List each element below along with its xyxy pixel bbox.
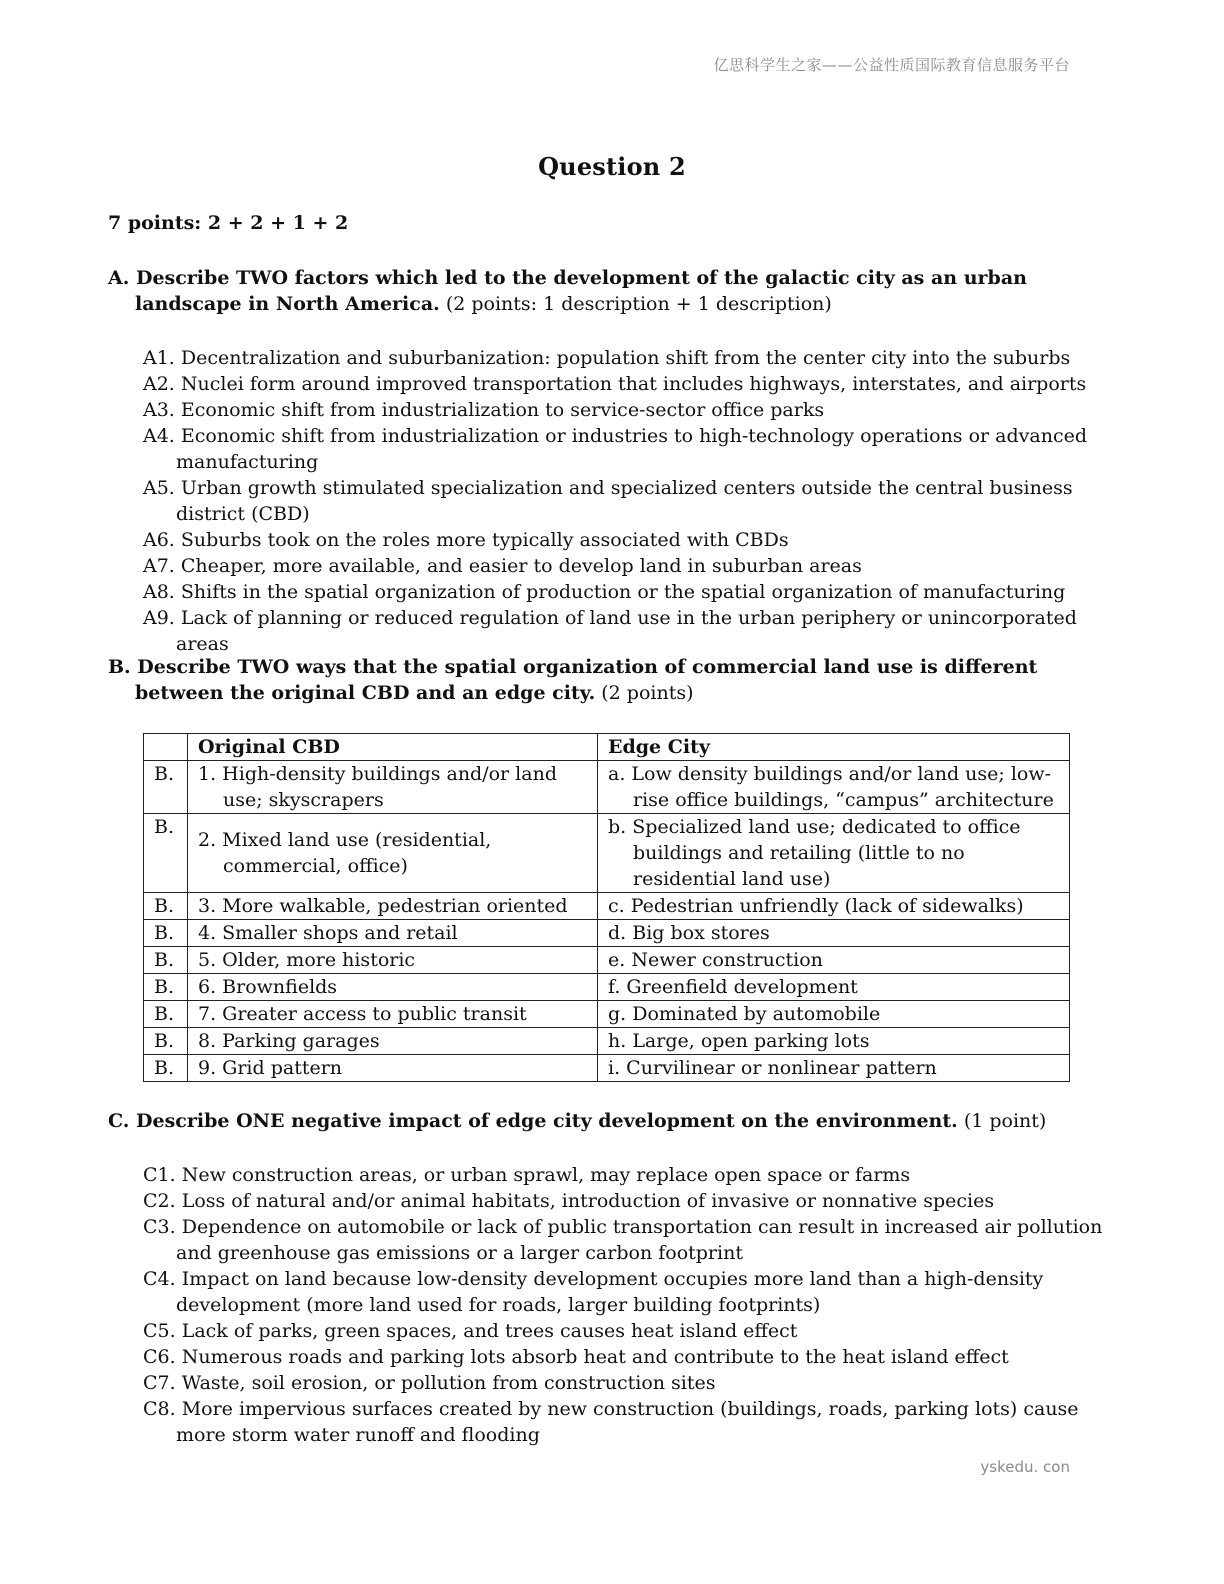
table-row [144,974,1070,1001]
part-b-heading [108,654,1120,706]
list-item: A2. Nuclei form around improved transportation that includes highways, interstates, and airports [143,373,1087,395]
cbd-cell [188,814,598,893]
row-label: B. [144,1028,188,1055]
points-summary: 7 points: 2 + 2 + 1 + 2 [108,212,349,234]
list-item: C4. Impact on land because low-density development occupies more land than a high-density development (more land used for roads, larger building footprints) [143,1268,1044,1316]
cbd-cell: 4. Smaller shops and retail [188,920,598,947]
part-a-heading [108,265,1135,317]
table-row [144,1055,1070,1082]
edge-city-cell: g. Dominated by automobile [598,1001,1070,1028]
cbd-cell: 3. More walkable, pedestrian oriented [188,893,598,920]
table-header-original-cbd: Original CBD [188,734,598,761]
cbd-cell-text: 1. High-density buildings and/or land use; skyscrapers [198,763,557,811]
row-label: B. [144,1001,188,1028]
part-c-heading [108,1108,1135,1134]
part-c-question: C. Describe ONE negative impact of edge city development on the environment. [108,1110,958,1132]
cbd-cell: 8. Parking garages [188,1028,598,1055]
edge-city-cell: h. Large, open parking lots [598,1028,1070,1055]
list-item: C2. Loss of natural and/or animal habitats, introduction of invasive or nonnative species [143,1190,995,1212]
cbd-cell [188,761,598,814]
part-a-points: (2 points: 1 description + 1 description) [445,293,832,315]
table-row [144,1001,1070,1028]
part-a-question: A. Describe TWO factors which led to the development of the galactic city as an urban landscape in North America. [108,267,1027,315]
list-item: C8. More impervious surfaces created by new construction (buildings, roads, parking lots) cause more storm water runoff and flooding [143,1398,1079,1446]
edge-city-cell: e. Newer construction [598,947,1070,974]
part-a-answer-list [143,345,1113,657]
edge-city-cell [598,761,1070,814]
edge-city-cell: f. Greenfield development [598,974,1070,1001]
comparison-table [143,733,1070,1082]
list-item: A5. Urban growth stimulated specialization and specialized centers outside the central business district (CBD) [143,477,1073,525]
table-row [144,947,1070,974]
table-header-blank [144,734,188,761]
row-label: B. [144,974,188,1001]
list-item: C6. Numerous roads and parking lots absorb heat and contribute to the heat island effect [143,1346,1009,1368]
table-header-edge-city: Edge City [598,734,1070,761]
cbd-cell: 5. Older, more historic [188,947,598,974]
footer-watermark: yskedu. con [980,1458,1070,1476]
row-label: B. [144,761,188,814]
part-c-answer-list [143,1162,1118,1448]
row-label: B. [144,920,188,947]
table-row [144,814,1070,893]
cbd-cell: 7. Greater access to public transit [188,1001,598,1028]
row-label: B. [144,814,188,893]
list-item: A6. Suburbs took on the roles more typically associated with CBDs [143,529,789,551]
cbd-cell: 6. Brownfields [188,974,598,1001]
table-row [144,893,1070,920]
list-item: C7. Waste, soil erosion, or pollution from construction sites [143,1372,716,1394]
edge-city-cell: c. Pedestrian unfriendly (lack of sidewalks) [598,893,1070,920]
table-header-row [144,734,1070,761]
table-row [144,1028,1070,1055]
row-label: B. [144,947,188,974]
row-label: B. [144,893,188,920]
list-item: A9. Lack of planning or reduced regulation of land use in the urban periphery or unincorporated areas [143,607,1077,655]
edge-city-cell-text: a. Low density buildings and/or land use; low-rise office buildings, “campus” architecture [608,763,1054,811]
row-label: B. [144,1055,188,1082]
cbd-cell-text: 2. Mixed land use (residential, commercial, office) [198,829,492,877]
cbd-cell: 9. Grid pattern [188,1055,598,1082]
list-item: A8. Shifts in the spatial organization of production or the spatial organization of manufacturing [143,581,1066,603]
list-item: A4. Economic shift from industrialization or industries to high-technology operations or advanced manufacturing [143,425,1087,473]
table-row [144,761,1070,814]
list-item: A1. Decentralization and suburbanization: population shift from the center city into the suburbs [143,347,1071,369]
list-item: C1. New construction areas, or urban sprawl, may replace open space or farms [143,1164,911,1186]
page-title: Question 2 [538,152,686,181]
edge-city-cell [598,814,1070,893]
header-watermark: 亿思科学生之家——公益性质国际教育信息服务平台 [713,56,1070,74]
table-row [144,920,1070,947]
list-item: C3. Dependence on automobile or lack of public transportation can result in increased air pollution and greenhouse gas emissions or a larger carbon footprint [143,1216,1103,1264]
part-b-points: (2 points) [601,682,694,704]
part-b-question: B. Describe TWO ways that the spatial organization of commercial land use is different between the original CBD and an edge city. [108,656,1038,704]
list-item: A3. Economic shift from industrialization to service-sector office parks [143,399,825,421]
edge-city-cell: i. Curvilinear or nonlinear pattern [598,1055,1070,1082]
list-item: C5. Lack of parks, green spaces, and trees causes heat island effect [143,1320,798,1342]
edge-city-cell: d. Big box stores [598,920,1070,947]
list-item: A7. Cheaper, more available, and easier to develop land in suburban areas [143,555,862,577]
part-c-points: (1 point) [963,1110,1047,1132]
edge-city-cell-text: b. Specialized land use; dedicated to office buildings and retailing (little to no residential land use) [608,816,1021,890]
